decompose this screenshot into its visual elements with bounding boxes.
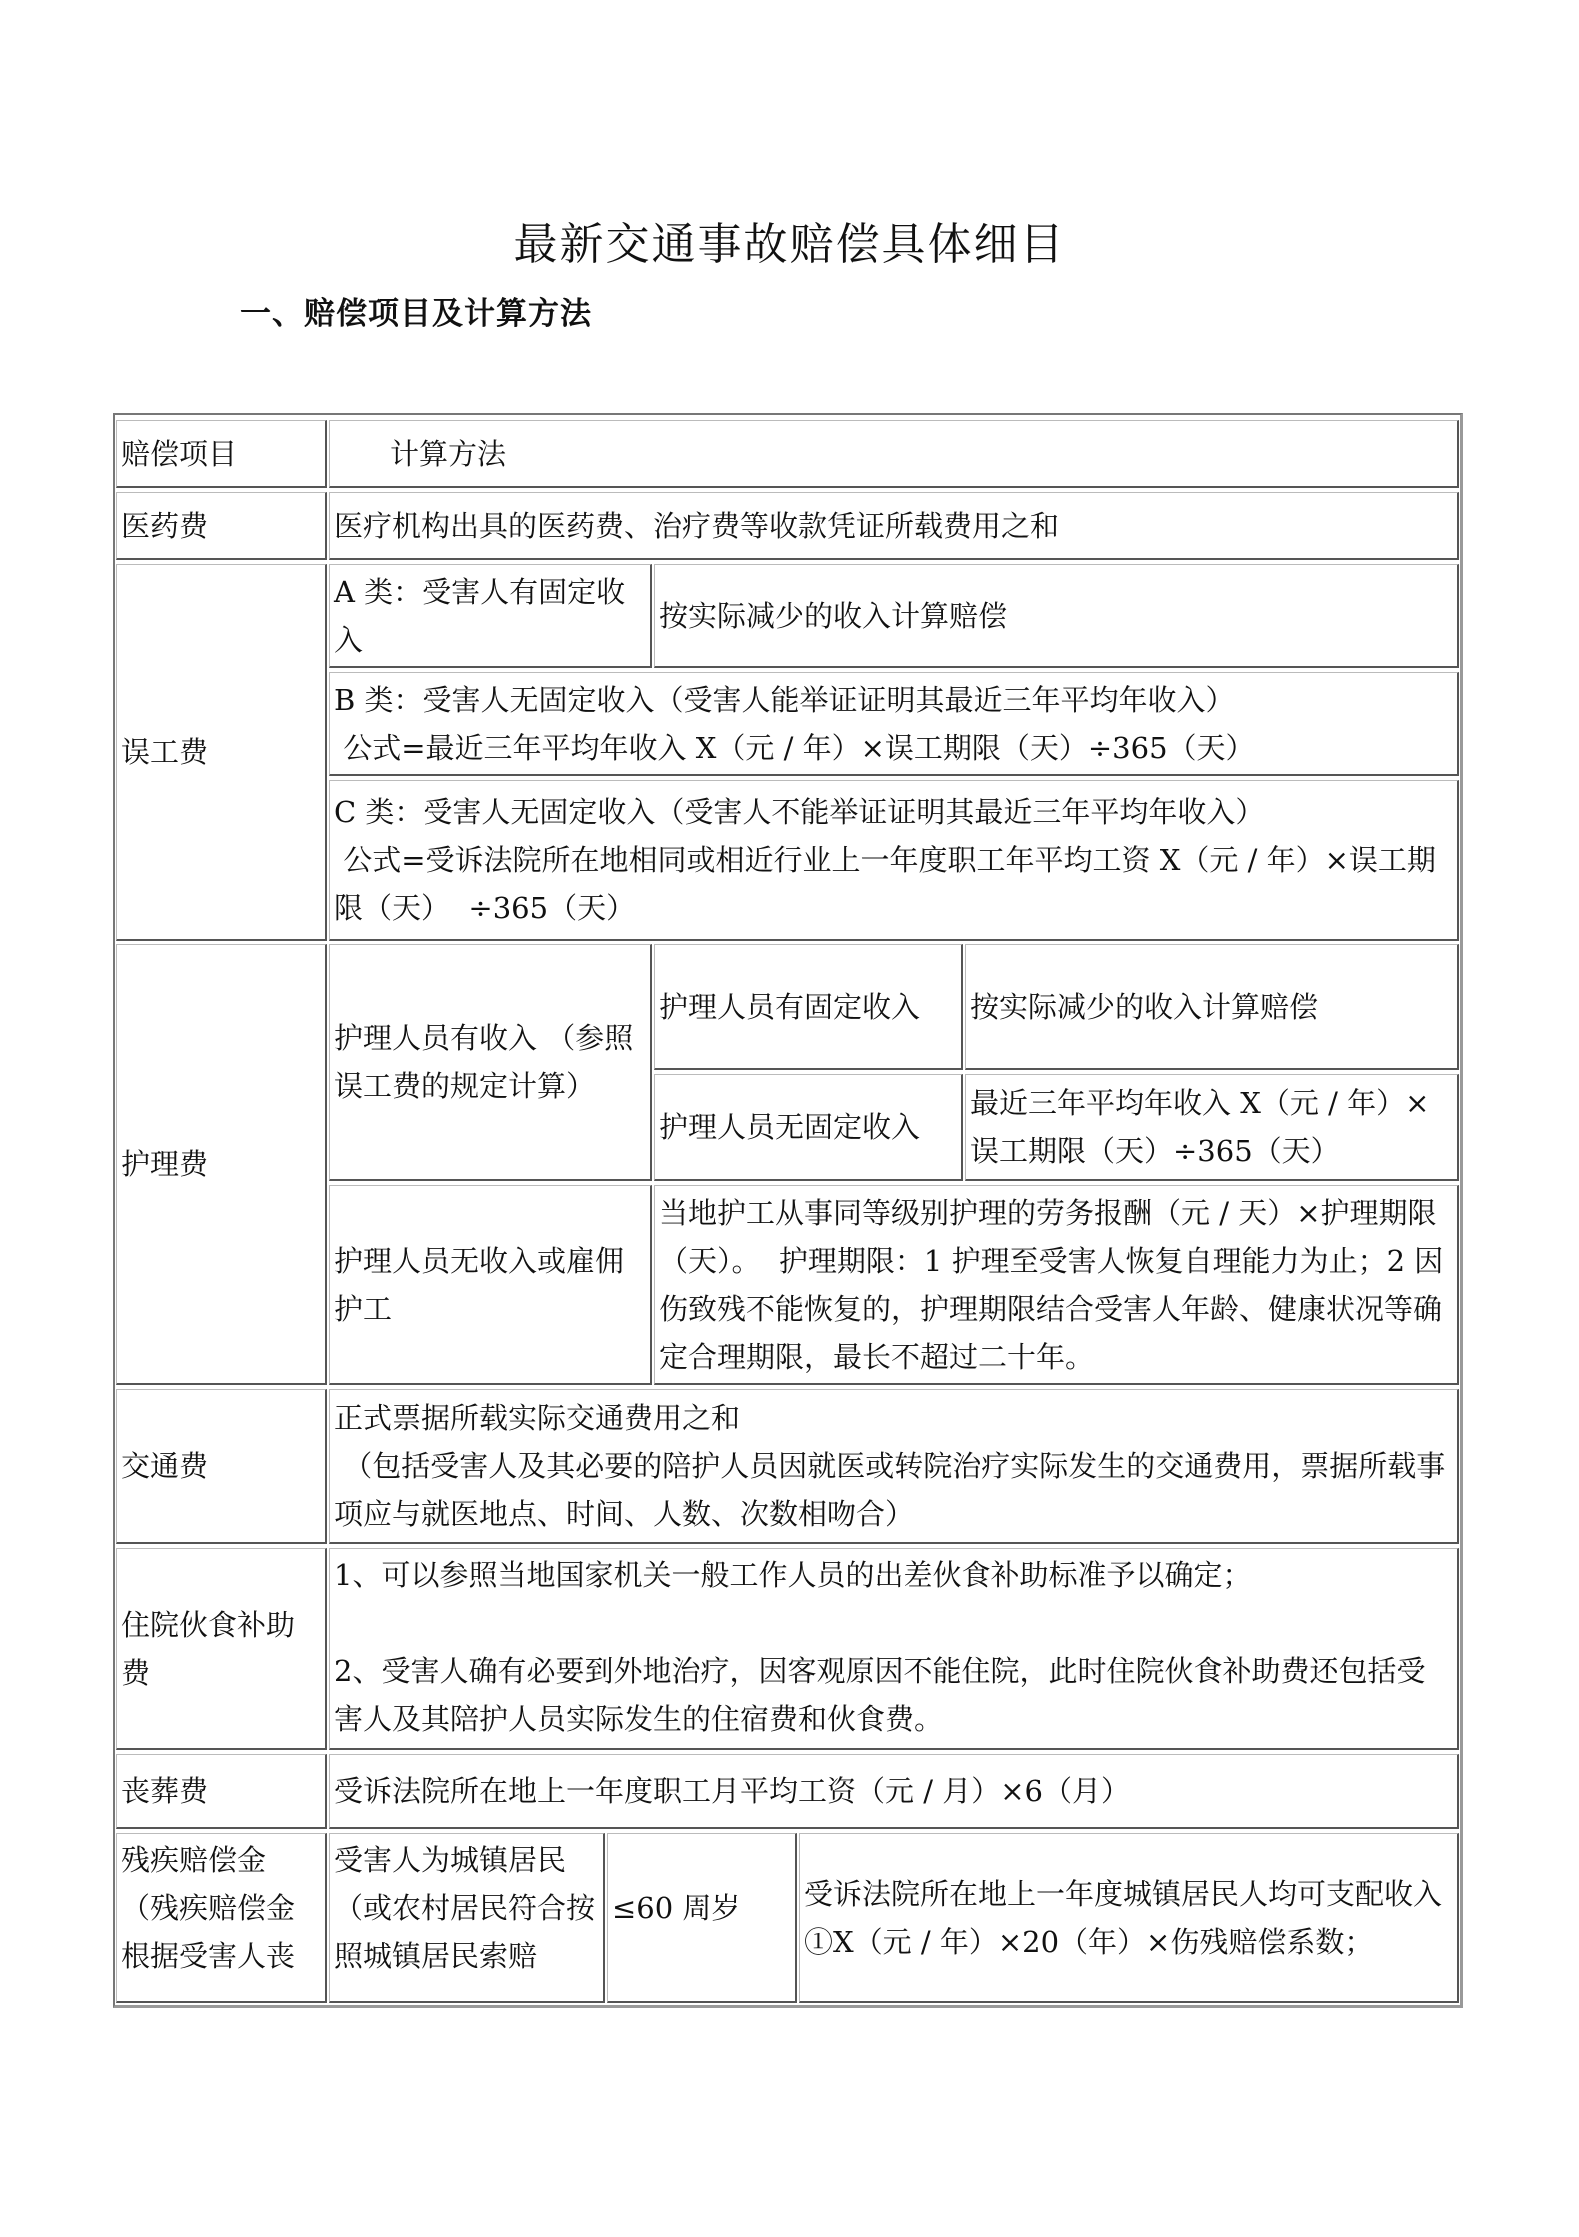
nursing-no-income-label: 护理人员无收入或雇佣护工 [334,1243,625,1326]
transport-method-cell [329,1389,1459,1544]
hospital-meals-item-label: 住院伙食补助费 [121,1607,296,1690]
funeral-method-cell [329,1754,1459,1829]
header-method-cell [329,420,1459,488]
funeral-item-cell [116,1754,327,1829]
transport-item-cell [116,1389,327,1544]
lost-wages-a-method-cell [654,564,1459,668]
medical-method-cell [329,492,1459,560]
lost-wages-a-method: 按实际减少的收入计算赔偿 [659,598,1008,633]
lost-wages-item-label: 误工费 [121,735,209,769]
nursing-with-income-cell [329,944,652,1181]
medical-item-label: 医药费 [121,508,209,543]
header-item-label: 赔偿项目 [121,436,238,471]
lost-wages-item-cell [116,564,327,941]
hospital-meals-spacer [334,1599,1453,1647]
funeral-item-label: 丧葬费 [121,1774,209,1808]
nursing-fixed-income-method: 按实际减少的收入计算赔偿 [970,989,1319,1024]
transport-line2: （包括受害人及其必要的陪护人员因就医或转院治疗实际发生的交通费用，票据所载事项应与就医地点、时间、人数、次数相吻合） [334,1449,1446,1531]
lost-wages-a-label-cell [329,564,652,668]
disability-age-cell [607,1833,797,2003]
nursing-no-income-method: 当地护工从事同等级别护理的劳务报酬（元 / 天）×护理期限（天）。 护理期限：1 护理至受害人恢复自理能力为止；2 因伤致残不能恢复的，护理期限结合受害人年龄、健康状况等确定合理期限，最长不超过二十年。 [659,1195,1444,1374]
disability-method-cell [799,1833,1459,2003]
nursing-fixed-income-method-cell [965,944,1459,1070]
nursing-no-income-method-cell [654,1185,1459,1385]
nursing-with-income-label: 护理人员有收入 （参照误工费的规定计算） [334,1021,634,1103]
nursing-no-fixed-income-label: 护理人员无固定收入 [659,1110,921,1144]
header-item-cell [116,420,327,488]
nursing-no-fixed-income-label-cell [654,1074,963,1181]
lost-wages-b-cell [329,672,1459,776]
nursing-no-fixed-income-method: 最近三年平均年收入 X（元 / 年）×误工期限（天）÷365（天） [970,1086,1430,1168]
lost-wages-c-cell [329,780,1459,941]
hospital-meals-line2: 2、受害人确有必要到外地治疗，因客观原因不能住院，此时住院伙食补助费还包括受害人及其陪护人员实际发生的住宿费和伙食费。 [334,1654,1426,1736]
lost-wages-b-line2: 公式=最近三年平均年收入 X（元 / 年）×误工期限（天）÷365（天） [334,730,1255,765]
nursing-item-label: 护理费 [121,1147,209,1181]
lost-wages-c-line1: C 类：受害人无固定收入（受害人不能举证证明其最近三年平均年收入） [334,795,1265,829]
lost-wages-c-line2: 公式=受诉法院所在地相同或相近行业上一年度职工年平均工资 X（元 / 年）×误工期限（天） ÷365（天） [334,843,1436,925]
funeral-method-text: 受诉法院所在地上一年度职工月平均工资（元 / 月）×6（月） [334,1774,1130,1808]
disability-age-text: ≤60 周岁 [612,1891,741,1925]
disability-condition-cell [329,1833,605,2003]
nursing-fixed-income-label-cell [654,944,963,1070]
hospital-meals-item-cell [116,1548,327,1750]
disability-item-cell [116,1833,327,2003]
nursing-no-income-label-cell [329,1185,652,1385]
section-heading: 一、赔偿项目及计算方法 [240,296,592,332]
transport-item-label: 交通费 [121,1449,209,1483]
transport-line1: 正式票据所载实际交通费用之和 [334,1401,741,1435]
medical-item-cell [116,492,327,560]
header-method-label: 计算方法 [390,436,507,471]
disability-method-text: 受诉法院所在地上一年度城镇居民人均可支配收入①X（元 / 年）×20（年）×伤残赔偿系数； [804,1877,1443,1959]
nursing-item-cell [116,944,327,1385]
document-title: 最新交通事故赔偿具体细目 [513,219,1066,270]
lost-wages-a-label: A 类：受害人有固定收入 [334,574,626,657]
hospital-meals-method-cell [329,1548,1459,1750]
hospital-meals-line1: 1、可以参照当地国家机关一般工作人员的出差伙食补助标准予以确定； [334,1558,1252,1592]
disability-condition-text: 受害人为城镇居民 （或农村居民符合按照城镇居民索赔 [334,1843,596,1973]
nursing-fixed-income-label: 护理人员有固定收入 [659,989,921,1024]
nursing-no-fixed-income-method-cell [965,1074,1459,1181]
medical-method-text: 医疗机构出具的医药费、治疗费等收款凭证所载费用之和 [334,508,1060,543]
disability-item-label: 残疾赔偿金 （残疾赔偿金根据受害人丧 [121,1843,296,1973]
lost-wages-b-line1: B 类：受害人无固定收入（受害人能举证证明其最近三年平均年收入） [334,682,1235,717]
